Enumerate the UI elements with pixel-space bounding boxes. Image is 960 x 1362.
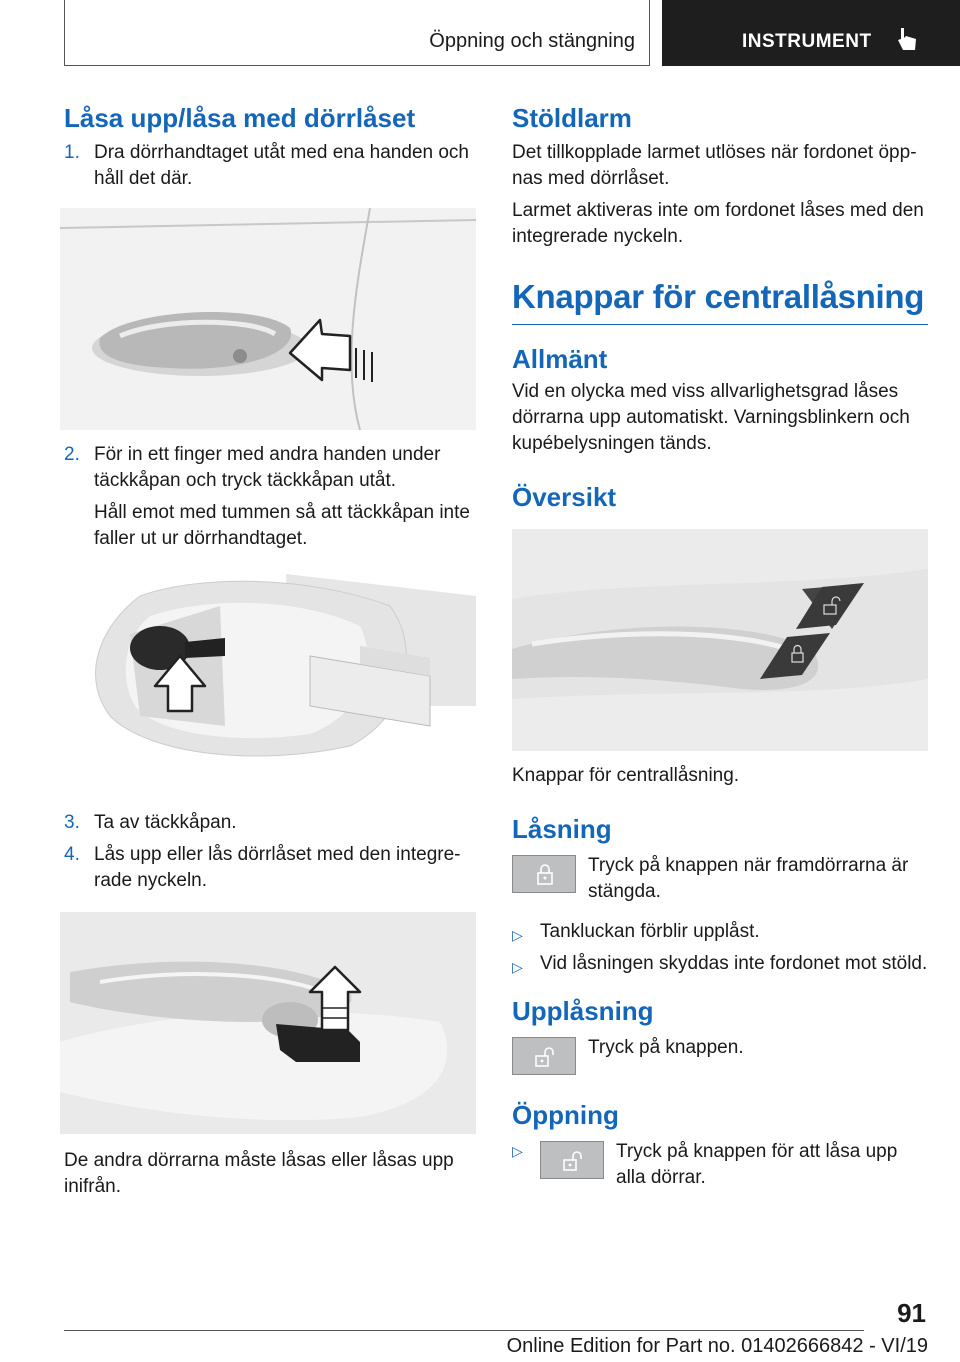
locking-instruction (512, 853, 928, 905)
chapter-tab (662, 0, 960, 66)
step-1: 1. Dra dörrhandtaget utåt med ena handen och håll det där. (64, 142, 469, 189)
hand-pointer-icon (896, 26, 918, 52)
chapter-title: INSTRUMENT (742, 31, 872, 52)
lock-with-doorlock-heading: Låsa upp/låsa med dörrlåset (64, 103, 416, 133)
door-handle-figure-1 (60, 208, 476, 430)
page-footer (64, 1330, 928, 1357)
locking-bullet-1: ▷ Tankluckan förblir upplåst. (512, 919, 928, 945)
steps-list-1 (64, 140, 476, 192)
alarm-paragraph-2: Larmet aktiveras inte om fordonet låses med den integrerade nyckeln. (512, 200, 924, 247)
opening-text: Tryck på knappen för att låsa upp alla dörrar. (616, 1141, 898, 1188)
locking-heading: Låsning (512, 814, 612, 844)
lock-icon (533, 864, 557, 886)
unlock-button[interactable] (512, 1037, 576, 1075)
step-2: 2. För in ett finger med andra handen under täckkåpan och tryck täckkåpan utåt. Håll emot med tummen så att täckkåpan inte faller ut ur dörrhandtaget. (64, 442, 476, 552)
steps-list-2 (64, 442, 476, 552)
integrated-key-figure (60, 912, 476, 1134)
alarm-paragraph-1: Det tillkopplade larmet utlöses när fordonet öppnas med dörrlåset. (512, 142, 917, 189)
locking-bullets (512, 919, 928, 977)
step-2-note: Håll emot med tummen så att täckkåpan inte faller ut ur dörrhandtaget. (94, 502, 470, 549)
opening-instruction (512, 1139, 928, 1191)
unlocking-text: Tryck på knappen. (588, 1037, 744, 1058)
step-3: 3. Ta av täckkåpan. (64, 812, 237, 833)
steps-list-3 (64, 810, 476, 894)
locking-bullet-2: ▷ Vid låsningen skyddas inte fordonet mot stöld. (512, 951, 928, 977)
unlocking-instruction (512, 1035, 928, 1079)
unlock-icon (533, 1046, 557, 1068)
page-number: 91 (897, 1298, 926, 1328)
central-lock-heading: Knappar för centrallåsning (512, 276, 928, 325)
unlock-icon (561, 1150, 585, 1172)
general-paragraph: Vid en olycka med viss allvarlighetsgrad låses dörrarna upp automatiskt. Varningsblinkern och kupébelysningen tänds. (512, 381, 910, 454)
overview-caption: Knappar för centrallåsning. (512, 765, 740, 786)
cover-cap-figure (60, 566, 476, 796)
lock-button[interactable] (512, 855, 576, 893)
step-4: 4. Lås upp eller lås dörrlåset med den integrerade nyckeln. (64, 844, 461, 891)
section-title: Öppning och stängning (429, 30, 635, 52)
overview-heading: Översikt (512, 482, 617, 512)
locking-text: Tryck på knappen när framdörrarna är stängda. (588, 855, 909, 902)
alarm-heading: Stöldlarm (512, 103, 632, 133)
unlock-all-button[interactable] (540, 1141, 604, 1179)
opening-heading: Öppning (512, 1100, 619, 1130)
bullet-marker: ▷ (512, 959, 523, 975)
section-tab (64, 0, 650, 66)
left-column (64, 100, 476, 1200)
closing-paragraph: De andra dörrarna måste låsas eller låsas upp inifrån. (64, 1150, 454, 1197)
edition-text: Online Edition for Part no. 01402666842 - VI/19 (506, 1335, 928, 1357)
right-column (512, 100, 928, 1191)
unlocking-heading: Upplåsning (512, 996, 654, 1026)
central-lock-buttons-figure (512, 529, 928, 751)
page-header (0, 0, 960, 66)
bullet-marker: ▷ (512, 1143, 523, 1159)
bullet-marker: ▷ (512, 927, 523, 943)
general-heading: Allmänt (512, 344, 608, 374)
